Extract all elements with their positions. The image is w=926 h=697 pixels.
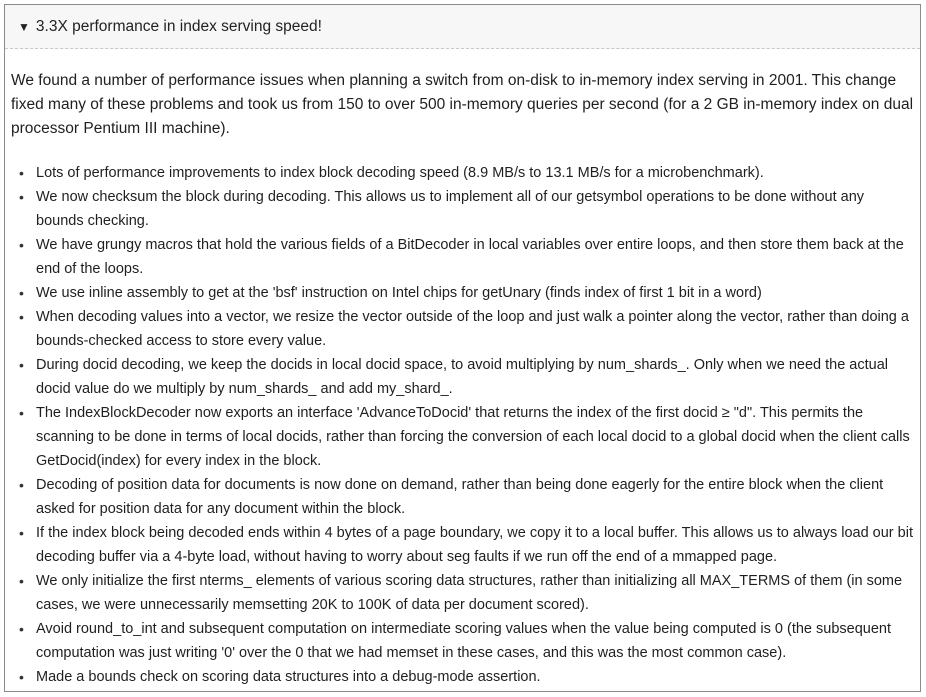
list-item — [19, 161, 914, 185]
list-item-text: When decoding values into a vector, we resize the vector outside of the loop and just walk a pointer along the vector, rather than doing a bounds-checked access to store every value. — [36, 309, 909, 349]
list-item — [19, 665, 914, 689]
list-item — [19, 569, 914, 617]
list-item — [19, 353, 914, 401]
list-item — [19, 281, 914, 305]
list-item — [19, 617, 914, 665]
bullet-icon: • — [19, 309, 24, 325]
list-item — [19, 473, 914, 521]
triangle-down-icon: ▼ — [18, 19, 30, 34]
list-item-text: Avoid round_to_int and subsequent computation on intermediate scoring values when the value being computed is 0 (the subsequent computation was just writing '0' over the 0 that we had memset in these cases, and this was the most common case). — [36, 621, 891, 661]
bullet-icon: • — [19, 525, 24, 541]
bullet-icon: • — [19, 189, 24, 205]
bullet-icon: • — [19, 669, 24, 685]
bullet-icon: • — [19, 405, 24, 421]
list-item — [19, 305, 914, 353]
bullet-icon: • — [19, 621, 24, 637]
list-item — [19, 521, 914, 569]
list-item-text: We now checksum the block during decoding. This allows us to implement all of our getsymbol operations to be done without any bounds checking. — [36, 189, 865, 229]
list-item-text: During docid decoding, we keep the docids in local docid space, to avoid multiplying by num_shards_. Only when we need the actual docid value do we multiply by num_shards_ and add my_shard_. — [36, 357, 888, 397]
list-item-text: Lots of performance improvements to index block decoding speed (8.9 MB/s to 13.1 MB/s for a microbenchmark). — [36, 165, 764, 181]
collapsible-section — [4, 4, 921, 692]
bullet-icon: • — [19, 573, 24, 589]
list-item-text: We have grungy macros that hold the various fields of a BitDecoder in local variables over entire loops, and then store them back at the end of the loops. — [36, 237, 904, 277]
list-item-text: Decoding of position data for documents is now done on demand, rather than being done eagerly for the entire block when the client asked for position data for any document within the block. — [36, 477, 884, 517]
improvement-list — [11, 161, 914, 689]
intro-paragraph: We found a number of performance issues when planning a switch from on-disk to in-memory index serving in 2001. This change fixed many of these problems and took us from 150 to over 500 in-memory queries per second (for a 2 GB in-memory index on dual processor Pentium III machine). — [11, 72, 914, 137]
list-item-text: If the index block being decoded ends within 4 bytes of a page boundary, we copy it to a local buffer. This allows us to always load our bit decoding buffer via a 4-byte load, without having to worry about seg faults if we run off the end of a mmapped page. — [36, 525, 913, 565]
list-item — [19, 233, 914, 281]
list-item-text: We use inline assembly to get at the 'bsf' instruction on Intel chips for getUnary (finds index of first 1 bit in a word) — [36, 285, 762, 301]
list-item-text: We only initialize the first nterms_ elements of various scoring data structures, rather than initializing all MAX_TERMS of them (in some cases, we were unnecessarily memsetting 20K to 100K of data per document scored). — [36, 573, 903, 613]
list-item — [19, 185, 914, 233]
bullet-icon: • — [19, 477, 24, 493]
bullet-icon: • — [19, 165, 24, 181]
list-item-text: The IndexBlockDecoder now exports an interface 'AdvanceToDocid' that returns the index of the first docid ≥ "d". This permits the scanning to be done in terms of local docids, rather than forcing the conversion of each local docid to a global docid when the client calls GetDocid(index) for every index in the block. — [36, 405, 910, 469]
bullet-icon: • — [19, 285, 24, 301]
bullet-icon: • — [19, 357, 24, 373]
section-summary-toggle[interactable] — [5, 5, 920, 49]
bullet-icon: • — [19, 237, 24, 253]
list-item — [19, 401, 914, 473]
section-content — [5, 49, 920, 689]
list-item-text: Made a bounds check on scoring data structures into a debug-mode assertion. — [36, 669, 541, 685]
section-title: 3.3X performance in index serving speed! — [35, 17, 322, 35]
